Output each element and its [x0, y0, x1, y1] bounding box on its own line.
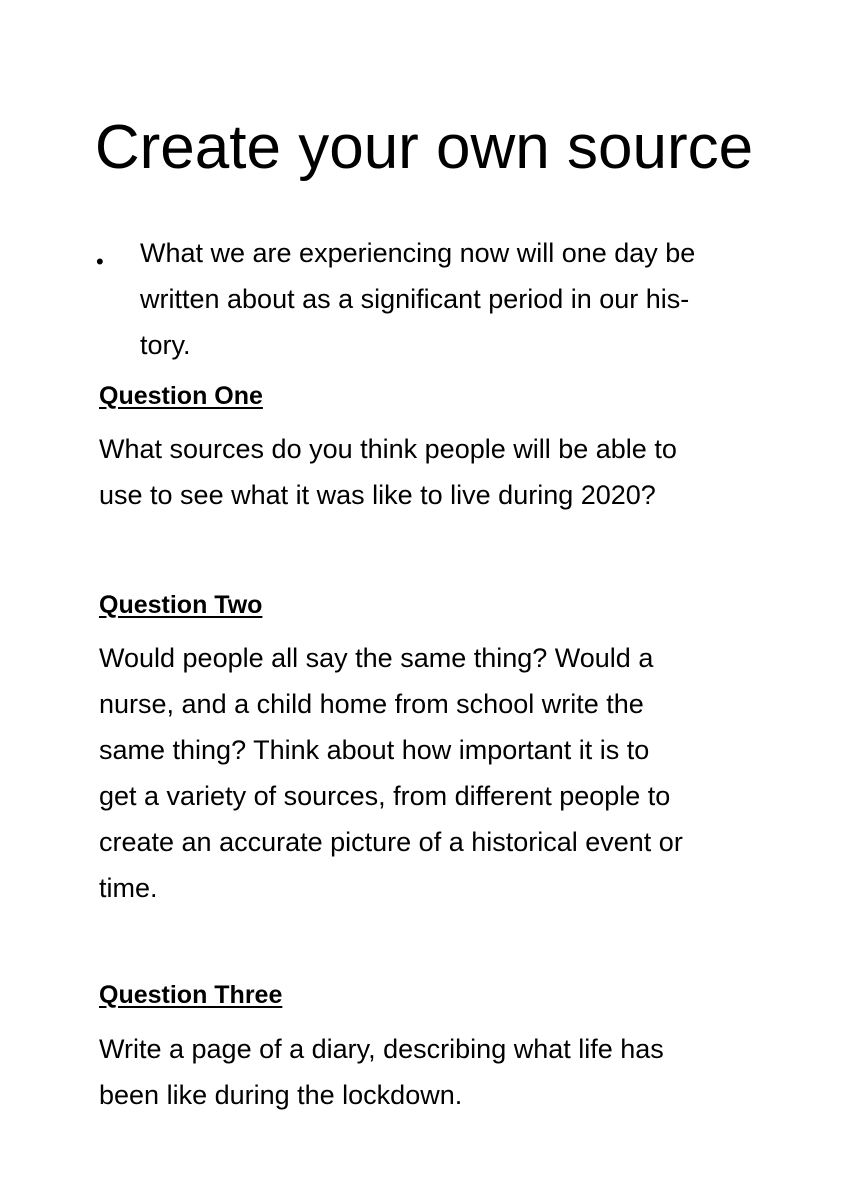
question-three-text: Write a page of a diary, describing what life has — [99, 1034, 664, 1064]
question-two-text: create an accurate picture of a historical event or — [99, 827, 683, 857]
question-one-heading: Question One — [99, 382, 263, 410]
bullet-line: What we are experiencing now will one day be — [140, 238, 696, 268]
bullet-line: written about as a significant period in our his- — [140, 284, 690, 314]
question-two-text: time. — [99, 873, 158, 903]
question-one-text: use to see what it was like to live during 2020? — [99, 480, 656, 510]
question-two-text: same thing? Think about how important it is to — [99, 735, 650, 765]
question-three-text: been like during the lockdown. — [99, 1080, 463, 1110]
bullet-dot-icon: • — [96, 249, 104, 274]
question-one-text: What sources do you think people will be able to — [99, 434, 677, 464]
question-two-text: Would people all say the same thing? Would a — [99, 643, 654, 673]
question-two-text: nurse, and a child home from school write the — [99, 689, 644, 719]
question-two-heading: Question Two — [99, 591, 263, 619]
question-three-heading: Question Three — [99, 981, 283, 1009]
bullet-line: tory. — [140, 330, 191, 360]
question-two-text: get a variety of sources, from different people to — [99, 781, 671, 811]
page-title: Create your own source — [94, 113, 754, 182]
